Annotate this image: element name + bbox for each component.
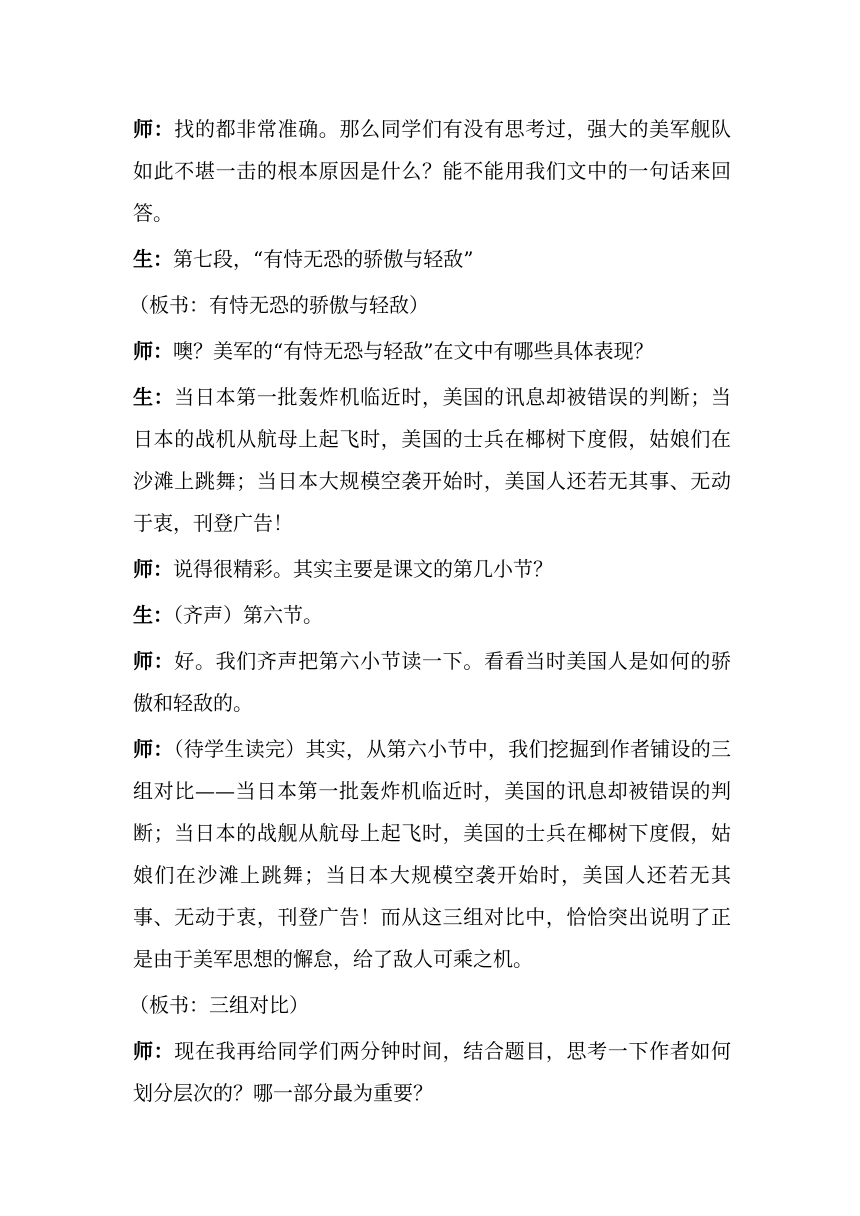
speaker-label: 生： <box>133 603 173 627</box>
paragraph-text: 说得很精彩。其实主要是课文的第几小节？ <box>173 557 553 581</box>
paragraph-text: （待学生读完）其实，从第六小节中，我们挖掘到作者铺设的三组对比——当日本第一批轰炸机临近时，美国的讯息却被错误的判断；当日本的战舰从航母上起飞时，美国的士兵在椰树下度假，姑娘们在沙滩上跳舞；当日本大规模空袭开始时，美国人还若无其事、无动于衷，刊登广告！而从这三组对比中，恰恰突出说明了正是由于美军思想的懈怠，给了敌人可乘之机。 <box>133 737 732 971</box>
speaker-label: 师： <box>133 557 173 581</box>
speaker-label: 师： <box>133 737 174 761</box>
paragraph-text: 当日本第一批轰炸机临近时，美国的讯息却被错误的判断；当日本的战机从航母上起飞时，美国的士兵在椰树下度假，姑娘们在沙滩上跳舞；当日本大规模空袭开始时，美国人还若无其事、无动于衷，刊登广告！ <box>133 385 732 535</box>
speaker-label: 师： <box>133 1039 175 1063</box>
speaker-label: 师： <box>133 339 173 363</box>
dialogue-paragraph <box>133 238 731 280</box>
dialogue-paragraph <box>133 108 731 234</box>
paragraph-text: 好。我们齐声把第六小节读一下。看看当时美国人是如何的骄傲和轻敌的。 <box>133 649 732 715</box>
dialogue-paragraph <box>133 1030 731 1114</box>
paragraph-text: （板书：三组对比） <box>129 993 309 1017</box>
dialogue-paragraph <box>133 594 731 636</box>
blackboard-note <box>129 984 731 1026</box>
blackboard-note <box>129 284 731 326</box>
paragraph-text: 找的都非常准确。那么同学们有没有思考过，强大的美军舰队如此不堪一击的根本原因是什么？能不能用我们文中的一句话来回答。 <box>133 117 732 225</box>
lesson-transcript <box>129 108 732 1118</box>
dialogue-paragraph <box>133 376 731 544</box>
speaker-label: 生： <box>133 247 173 271</box>
paragraph-text: 噢？美军的“有恃无恐与轻敌”在文中有哪些具体表现？ <box>173 339 654 363</box>
speaker-label: 师： <box>133 649 175 673</box>
dialogue-paragraph <box>133 330 731 372</box>
paragraph-text: （板书：有恃无恐的骄傲与轻敌） <box>129 293 429 317</box>
dialogue-paragraph <box>133 548 731 590</box>
paragraph-text: 现在我再给同学们两分钟时间，结合题目，思考一下作者如何划分层次的？哪一部分最为重要？ <box>133 1039 732 1105</box>
paragraph-text: （齐声）第六节。 <box>173 603 323 627</box>
speaker-label: 师： <box>133 117 175 141</box>
speaker-label: 生： <box>133 385 175 409</box>
dialogue-paragraph <box>133 728 731 980</box>
dialogue-paragraph <box>133 640 731 724</box>
paragraph-text: 第七段，“有恃无恐的骄傲与轻敌” <box>173 247 474 271</box>
